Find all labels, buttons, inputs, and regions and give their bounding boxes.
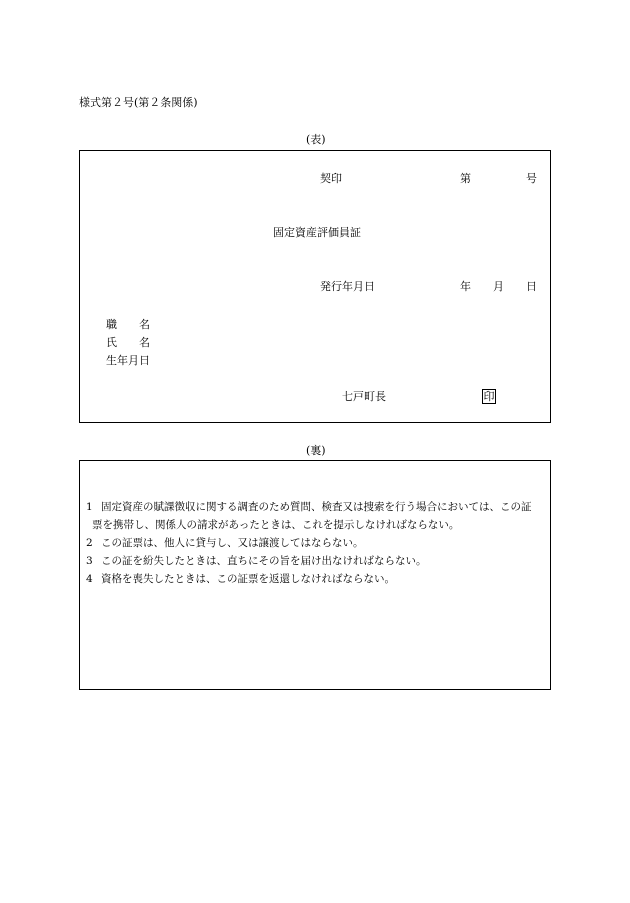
year-label: 年: [460, 280, 471, 293]
back-heading: (裏): [306, 444, 326, 457]
back-card: [79, 460, 551, 690]
note-1-continued: 票を携帯し、関係人の請求があったときは、これを提示しなければならない。: [92, 519, 460, 531]
note-4-number: 4: [86, 573, 93, 585]
note-1-number: 1: [86, 501, 93, 513]
note-3-number: 3: [86, 555, 93, 567]
issuer-label: 七戸町長: [342, 390, 386, 403]
number-suffix: 号: [526, 172, 537, 185]
birthdate-label: 生年月日: [106, 354, 150, 367]
form-title: 様式第２号(第２条関係): [79, 96, 198, 109]
number-prefix: 第: [460, 172, 471, 185]
note-4-text: 資格を喪失したときは、この証票を返還しなければならない。: [101, 573, 395, 585]
day-label: 日: [526, 280, 537, 293]
note-2-number: 2: [86, 537, 93, 549]
note-2-text: この証票は、他人に貸与し、又は譲渡してはならない。: [101, 537, 364, 549]
keiin-label: 契印: [320, 172, 342, 185]
certificate-title: 固定資産評価員証: [273, 226, 361, 239]
month-label: 月: [493, 280, 504, 293]
name-label: 氏 名: [106, 336, 150, 349]
seal-mark: 印: [483, 390, 495, 403]
position-label: 職 名: [106, 318, 150, 331]
front-heading: (表): [306, 133, 326, 146]
note-1-text: 固定資産の賦課徴収に関する調査のため質問、検査又は捜索を行う場合においては、この証: [101, 501, 532, 513]
note-3-text: この証を紛失したときは、直ちにその旨を届け出なければならない。: [101, 555, 427, 567]
front-card: [79, 150, 551, 423]
issue-date-label: 発行年月日: [320, 280, 375, 293]
